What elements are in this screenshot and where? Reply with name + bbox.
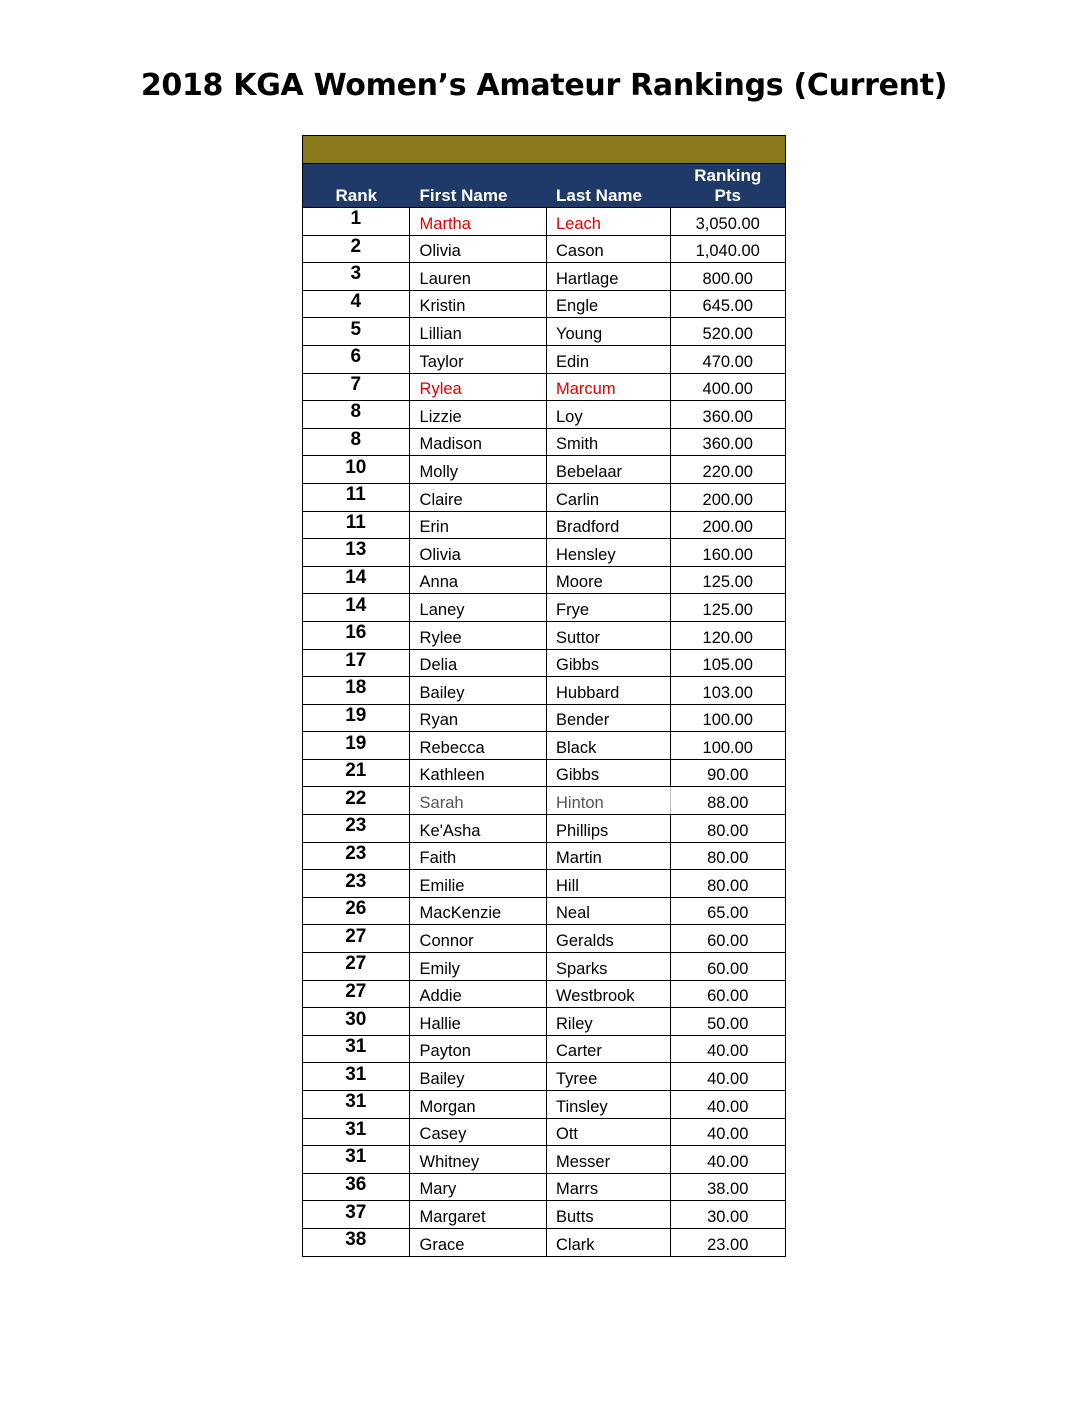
last-name-cell: Neal (547, 898, 671, 925)
table-row (303, 980, 785, 1008)
ranking-pts-cell: 1,040.00 (695, 242, 760, 261)
rank-cell: 2 (303, 236, 410, 263)
last-name-cell: Bradford (547, 512, 671, 539)
last-name-cell: Bender (547, 705, 671, 732)
column-header-last-name: Last Name (556, 186, 642, 205)
table-row (303, 952, 785, 980)
ranking-pts-cell: 40.00 (707, 1152, 749, 1171)
table-row (303, 924, 785, 952)
table-row (303, 511, 785, 539)
table-row (303, 1062, 785, 1090)
ranking-pts-cell: 23.00 (707, 1235, 749, 1254)
last-name-cell: Tinsley (547, 1091, 671, 1118)
last-name-cell: Suttor (547, 622, 671, 649)
table-row (303, 1145, 785, 1173)
rank-cell: 38 (303, 1229, 410, 1256)
table-body (302, 207, 786, 1257)
rank-cell: 31 (303, 1091, 410, 1118)
last-name-cell: Clark (547, 1229, 671, 1256)
ranking-pts-cell: 400.00 (702, 380, 753, 399)
last-name-cell: Westbrook (547, 981, 671, 1008)
last-name-cell: Hubbard (547, 677, 671, 704)
ranking-pts-cell: 90.00 (707, 766, 749, 785)
first-name-cell: Lizzie (410, 401, 547, 428)
last-name-cell: Geralds (547, 925, 671, 952)
ranking-pts-cell: 200.00 (702, 490, 753, 509)
ranking-pts-cell: 60.00 (707, 932, 749, 951)
rank-cell: 5 (303, 318, 410, 345)
last-name-cell: Frye (547, 594, 671, 621)
last-name-cell: Marrs (547, 1174, 671, 1201)
column-header-rank: Rank (335, 186, 378, 205)
ranking-pts-cell: 40.00 (707, 1097, 749, 1116)
first-name-cell: Lauren (410, 263, 547, 290)
rank-cell: 27 (303, 981, 410, 1008)
last-name-cell: Gibbs (547, 760, 671, 787)
column-header-pts-line1: Ranking (694, 166, 762, 185)
first-name-cell: Morgan (410, 1091, 547, 1118)
last-name-cell: Messer (547, 1146, 671, 1173)
last-name-cell: Gibbs (547, 650, 671, 677)
rank-cell: 1 (303, 208, 410, 235)
ranking-pts-cell: 120.00 (702, 628, 753, 647)
ranking-pts-cell: 103.00 (702, 683, 753, 702)
last-name-cell: Phillips (547, 815, 671, 842)
rank-cell: 10 (303, 456, 410, 483)
ranking-pts-cell: 80.00 (707, 876, 749, 895)
table-row (303, 345, 785, 373)
first-name-cell: Rylea (410, 374, 547, 401)
column-header-pts-line2: Pts (714, 186, 741, 205)
last-name-cell: Hartlage (547, 263, 671, 290)
table-row (303, 1200, 785, 1228)
ranking-pts-cell: 800.00 (702, 269, 753, 288)
first-name-cell: Bailey (410, 1063, 547, 1090)
rank-cell: 31 (303, 1036, 410, 1063)
ranking-pts-cell: 80.00 (707, 821, 749, 840)
first-name-cell: Lillian (410, 318, 547, 345)
rank-cell: 8 (303, 401, 410, 428)
ranking-pts-cell: 50.00 (707, 1014, 749, 1033)
last-name-cell: Bebelaar (547, 456, 671, 483)
rank-cell: 8 (303, 429, 410, 456)
ranking-pts-cell: 645.00 (702, 297, 753, 316)
table-row (303, 649, 785, 677)
first-name-cell: Kristin (410, 291, 547, 318)
first-name-cell: Rylee (410, 622, 547, 649)
table-row (303, 842, 785, 870)
last-name-cell: Edin (547, 346, 671, 373)
first-name-cell: Margaret (410, 1201, 547, 1228)
table-header-row (302, 164, 786, 207)
last-name-cell: Carlin (547, 484, 671, 511)
ranking-pts-cell: 60.00 (707, 987, 749, 1006)
rank-cell: 19 (303, 705, 410, 732)
first-name-cell: Hallie (410, 1008, 547, 1035)
rank-cell: 37 (303, 1201, 410, 1228)
last-name-cell: Leach (547, 208, 671, 235)
first-name-cell: Grace (410, 1229, 547, 1256)
last-name-cell: Riley (547, 1008, 671, 1035)
rank-cell: 14 (303, 567, 410, 594)
rank-cell: 36 (303, 1174, 410, 1201)
first-name-cell: Martha (410, 208, 547, 235)
rank-cell: 18 (303, 677, 410, 704)
first-name-cell: Addie (410, 981, 547, 1008)
table-row (303, 566, 785, 594)
first-name-cell: Olivia (410, 539, 547, 566)
rank-cell: 23 (303, 870, 410, 897)
rank-cell: 16 (303, 622, 410, 649)
rank-cell: 26 (303, 898, 410, 925)
first-name-cell: Whitney (410, 1146, 547, 1173)
last-name-cell: Hinton (547, 787, 671, 814)
ranking-pts-cell: 88.00 (707, 794, 749, 813)
table-row (303, 814, 785, 842)
ranking-pts-cell: 200.00 (702, 518, 753, 537)
table-row (303, 317, 785, 345)
first-name-cell: Casey (410, 1119, 547, 1146)
first-name-cell: Payton (410, 1036, 547, 1063)
rank-cell: 3 (303, 263, 410, 290)
first-name-cell: Ke'Asha (410, 815, 547, 842)
ranking-pts-cell: 520.00 (702, 324, 753, 343)
ranking-pts-cell: 40.00 (707, 1042, 749, 1061)
ranking-pts-cell: 220.00 (702, 462, 753, 481)
rank-cell: 17 (303, 650, 410, 677)
rank-cell: 6 (303, 346, 410, 373)
first-name-cell: Erin (410, 512, 547, 539)
first-name-cell: Faith (410, 843, 547, 870)
table-row (303, 400, 785, 428)
table-row (303, 1007, 785, 1035)
table-row (303, 207, 785, 235)
table-row (303, 235, 785, 263)
last-name-cell: Smith (547, 429, 671, 456)
table-row (303, 455, 785, 483)
last-name-cell: Hill (547, 870, 671, 897)
first-name-cell: Sarah (410, 787, 547, 814)
rank-cell: 13 (303, 539, 410, 566)
last-name-cell: Martin (547, 843, 671, 870)
table-row (303, 731, 785, 759)
first-name-cell: Mary (410, 1174, 547, 1201)
rank-cell: 27 (303, 925, 410, 952)
table-row (303, 483, 785, 511)
rank-cell: 19 (303, 732, 410, 759)
rank-cell: 11 (303, 512, 410, 539)
first-name-cell: Molly (410, 456, 547, 483)
table-row (303, 428, 785, 456)
rank-cell: 22 (303, 787, 410, 814)
ranking-pts-cell: 30.00 (707, 1207, 749, 1226)
ranking-pts-cell: 360.00 (702, 435, 753, 454)
last-name-cell: Sparks (547, 953, 671, 980)
ranking-pts-cell: 40.00 (707, 1125, 749, 1144)
first-name-cell: Madison (410, 429, 547, 456)
rankings-table (302, 135, 786, 1257)
ranking-pts-cell: 40.00 (707, 1070, 749, 1088)
table-row (303, 262, 785, 290)
first-name-cell: Emilie (410, 870, 547, 897)
table-row (303, 786, 785, 814)
table-row (303, 373, 785, 401)
rank-cell: 11 (303, 484, 410, 511)
first-name-cell: Claire (410, 484, 547, 511)
last-name-cell: Hensley (547, 539, 671, 566)
last-name-cell: Tyree (547, 1063, 671, 1090)
rank-cell: 31 (303, 1119, 410, 1146)
table-row (303, 1035, 785, 1063)
last-name-cell: Cason (547, 236, 671, 263)
first-name-cell: Taylor (410, 346, 547, 373)
ranking-pts-cell: 100.00 (702, 711, 753, 730)
ranking-pts-cell: 125.00 (702, 573, 753, 592)
table-row (303, 1173, 785, 1201)
column-header-ranking-pts (671, 164, 786, 207)
first-name-cell: Rebecca (410, 732, 547, 759)
first-name-cell: Delia (410, 650, 547, 677)
table-row (303, 538, 785, 566)
first-name-cell: Anna (410, 567, 547, 594)
ranking-pts-cell: 60.00 (707, 959, 749, 978)
last-name-cell: Black (547, 732, 671, 759)
ranking-pts-cell: 360.00 (702, 407, 753, 426)
rank-cell: 30 (303, 1008, 410, 1035)
first-name-cell: MacKenzie (410, 898, 547, 925)
rank-cell: 31 (303, 1063, 410, 1090)
table-row (303, 1118, 785, 1146)
first-name-cell: Laney (410, 594, 547, 621)
last-name-cell: Young (547, 318, 671, 345)
ranking-pts-cell: 3,050.00 (695, 214, 760, 233)
table-row (303, 897, 785, 925)
page-title: 2018 KGA Women’s Amateur Rankings (Current) (140, 68, 948, 103)
rank-cell: 7 (303, 374, 410, 401)
first-name-cell: Emily (410, 953, 547, 980)
table-row (303, 676, 785, 704)
ranking-pts-cell: 470.00 (702, 352, 753, 371)
first-name-cell: Olivia (410, 236, 547, 263)
last-name-cell: Engle (547, 291, 671, 318)
ranking-pts-cell: 65.00 (707, 904, 749, 923)
rank-cell: 4 (303, 291, 410, 318)
table-row (303, 1090, 785, 1118)
rank-cell: 27 (303, 953, 410, 980)
ranking-pts-cell: 160.00 (702, 545, 753, 564)
table-row (303, 290, 785, 318)
last-name-cell: Butts (547, 1201, 671, 1228)
last-name-cell: Marcum (547, 374, 671, 401)
table-row (303, 759, 785, 787)
ranking-pts-cell: 125.00 (702, 600, 753, 619)
table-row (303, 621, 785, 649)
rank-cell: 31 (303, 1146, 410, 1173)
table-row (303, 1228, 785, 1256)
table-row (303, 869, 785, 897)
rank-cell: 23 (303, 843, 410, 870)
first-name-cell: Ryan (410, 705, 547, 732)
rank-cell: 23 (303, 815, 410, 842)
last-name-cell: Carter (547, 1036, 671, 1063)
table-header-band (302, 135, 786, 164)
last-name-cell: Ott (547, 1119, 671, 1146)
last-name-cell: Loy (547, 401, 671, 428)
table-row (303, 704, 785, 732)
rank-cell: 21 (303, 760, 410, 787)
first-name-cell: Kathleen (410, 760, 547, 787)
last-name-cell: Moore (547, 567, 671, 594)
table-row (303, 593, 785, 621)
ranking-pts-cell: 80.00 (707, 849, 749, 868)
ranking-pts-cell: 38.00 (707, 1180, 749, 1199)
ranking-pts-cell: 100.00 (702, 738, 753, 757)
first-name-cell: Bailey (410, 677, 547, 704)
first-name-cell: Connor (410, 925, 547, 952)
rank-cell: 14 (303, 594, 410, 621)
ranking-pts-cell: 105.00 (702, 656, 753, 675)
column-header-first-name: First Name (419, 186, 508, 205)
